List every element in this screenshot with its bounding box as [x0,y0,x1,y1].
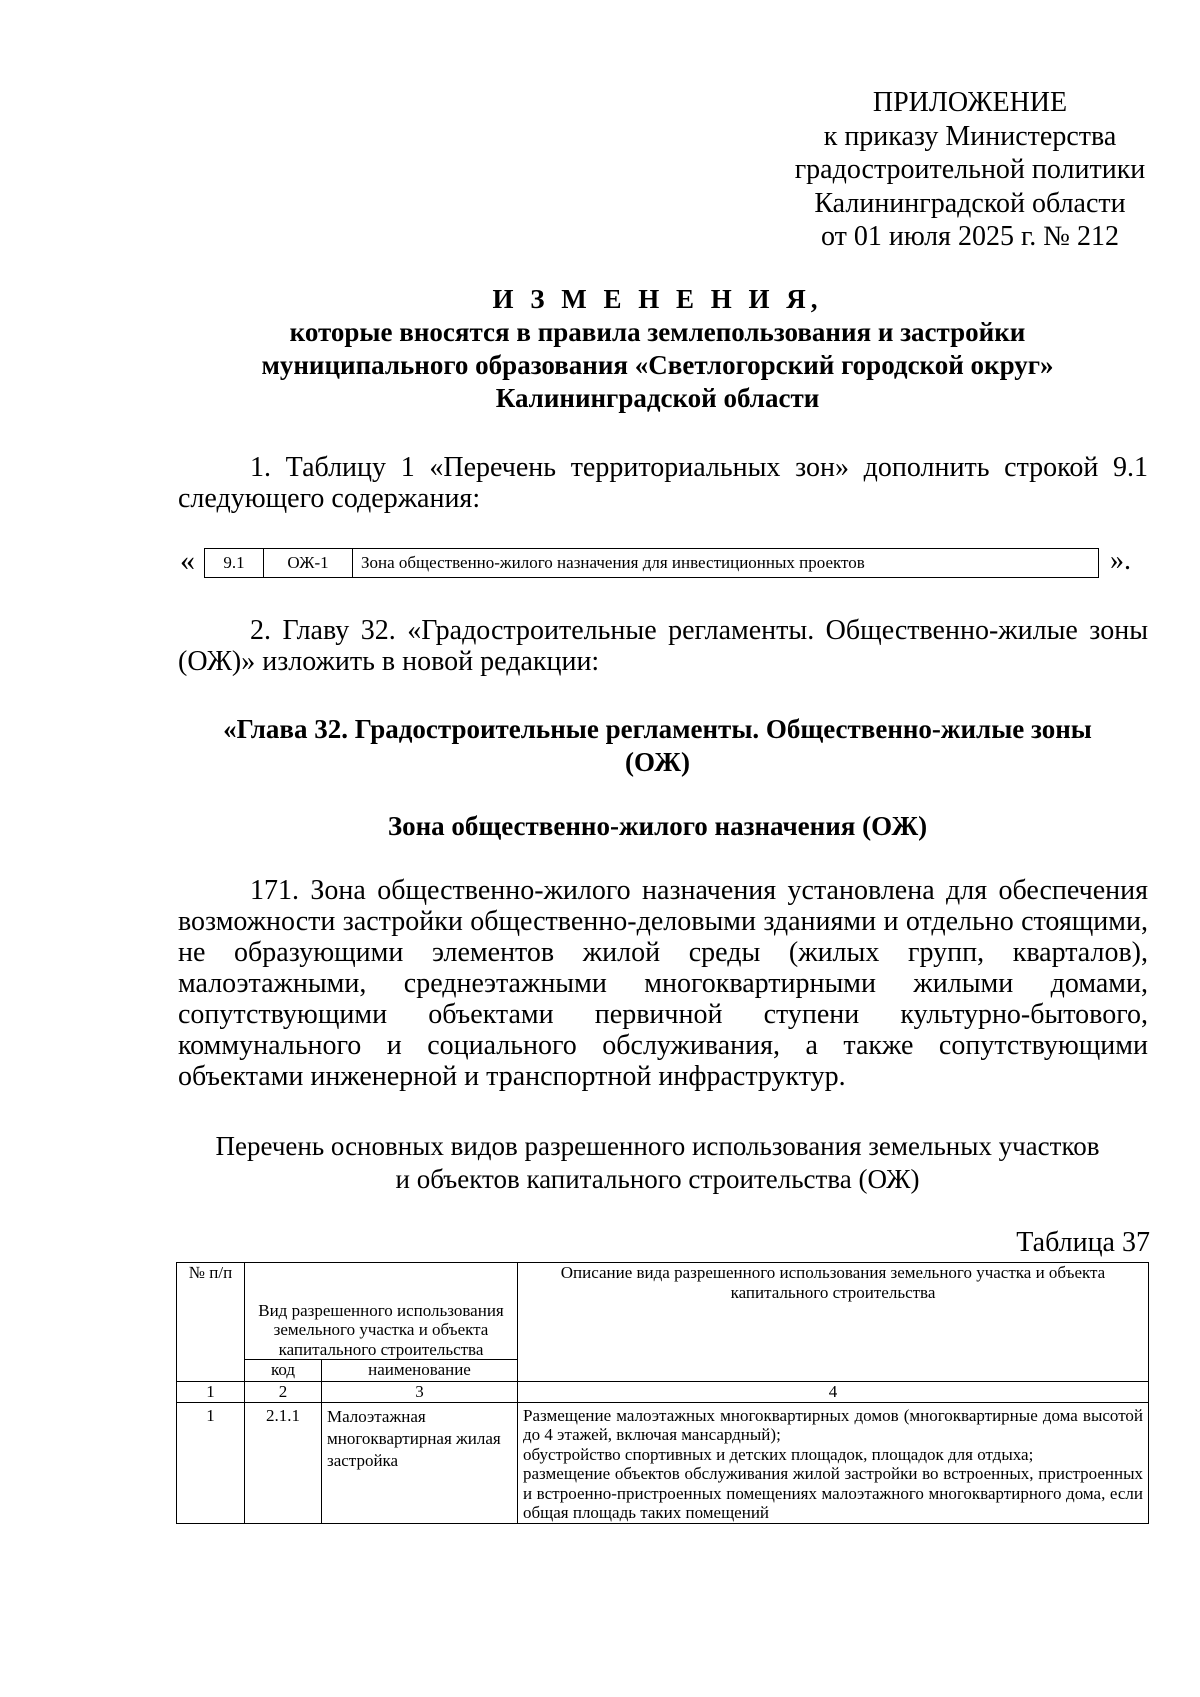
row-description [518,1402,1149,1523]
list-title [170,1130,1145,1196]
title-main: И З М Е Н Е Н И Я, [492,284,823,314]
appendix-line: ПРИЛОЖЕНИЕ [872,87,1068,118]
inserted-row [180,544,1160,578]
open-quote: « [180,544,195,577]
list-title-line: и объектов капитального строительства (ОЖ) [395,1164,920,1194]
paragraph-171-text: 171. Зона общественно-жилого назначения установлена для обеспечения возможности застройки общественно-деловыми зданиями и отдельно стоящими, не образующими элементов жилой среды (жилых групп, кварталов), малоэтажными, среднеэтажными многоквартирными жилыми домами, сопутствующими объектами первичной ступени культурно-бытового, коммунального и социального обслуживания, а также сопутствующими объектами инженерной и транспортной инфраструктур. [178,875,1148,1092]
description-line: обустройство спортивных и детских площадок, площадок для отдыха; [523,1444,1034,1464]
item-1-text: 1. Таблицу 1 «Перечень территориальных зон» дополнить строкой 9.1 следующего содержания: [178,452,1148,514]
chapter-line: «Глава 32. Градостроительные регламенты. Общественно-жилые зоны [223,714,1092,744]
header-kind: Вид разрешенного использования земельного участка и объекта капитального строительства [245,1263,518,1360]
header-code: код [245,1360,322,1382]
row-num: 1 [177,1402,245,1523]
appendix-line: градостроительной политики [794,154,1146,185]
appendix-line: к приказу Министерства [823,120,1117,152]
title-line: которые вносятся в правила землепользования и застройки [289,317,1026,347]
appendix-header [780,86,1160,254]
column-number: 3 [322,1382,518,1403]
paragraph-171 [178,875,1148,1092]
appendix-line: Калининградской области [814,187,1126,219]
row-number: 9.1 [205,549,264,578]
chapter-line: (ОЖ) [624,747,690,777]
table-row [177,1402,1149,1523]
column-number: 2 [245,1382,322,1403]
header-description: Описание вида разрешенного использования земельного участка и объекта капитального строительства [518,1263,1149,1382]
table-37 [176,1262,1149,1524]
description-line: Размещение малоэтажных многоквартирных домов (многоквартирные дома высотой до 4 этажей, включая мансардный); [523,1405,1143,1444]
close-quote: ». [1110,545,1131,576]
header-num: № п/п [177,1263,245,1382]
row-name: Зона общественно-жилого назначения для инвестиционных проектов [353,549,1099,578]
title-line: муниципального образования «Светлогорский городской округ» [261,350,1054,380]
item-2-text: 2. Главу 32. «Градостроительные регламенты. Общественно-жилые зоны (ОЖ)» изложить в новой редакции: [178,615,1148,677]
column-number-row [177,1382,1149,1403]
row-code: 2.1.1 [245,1402,322,1523]
document-title [170,283,1145,415]
row-code: ОЖ-1 [264,549,353,578]
header-name: наименование [322,1360,518,1382]
zone-title: Зона общественно-жилого назначения (ОЖ) [387,811,928,841]
item-1-paragraph [178,452,1148,514]
row-name: Малоэтажная многоквартирная жилая застройка [322,1402,518,1523]
chapter-heading [170,713,1145,779]
list-title-line: Перечень основных видов разрешенного использования земельных участков [215,1131,1100,1161]
column-number: 1 [177,1382,245,1403]
column-number: 4 [518,1382,1149,1403]
description-line: размещение объектов обслуживания жилой застройки во встроенных, пристроенных и встроенно-пристроенных помещениях малоэтажного многоквартирного дома, если общая площадь таких помещений [523,1464,1143,1522]
inserted-row-table [204,548,1099,578]
table-label: Таблица 37 [1016,1227,1150,1258]
item-2-paragraph [178,615,1148,677]
appendix-line: от 01 июля 2025 г. № 212 [821,221,1119,252]
title-line: Калининградской области [495,383,820,413]
